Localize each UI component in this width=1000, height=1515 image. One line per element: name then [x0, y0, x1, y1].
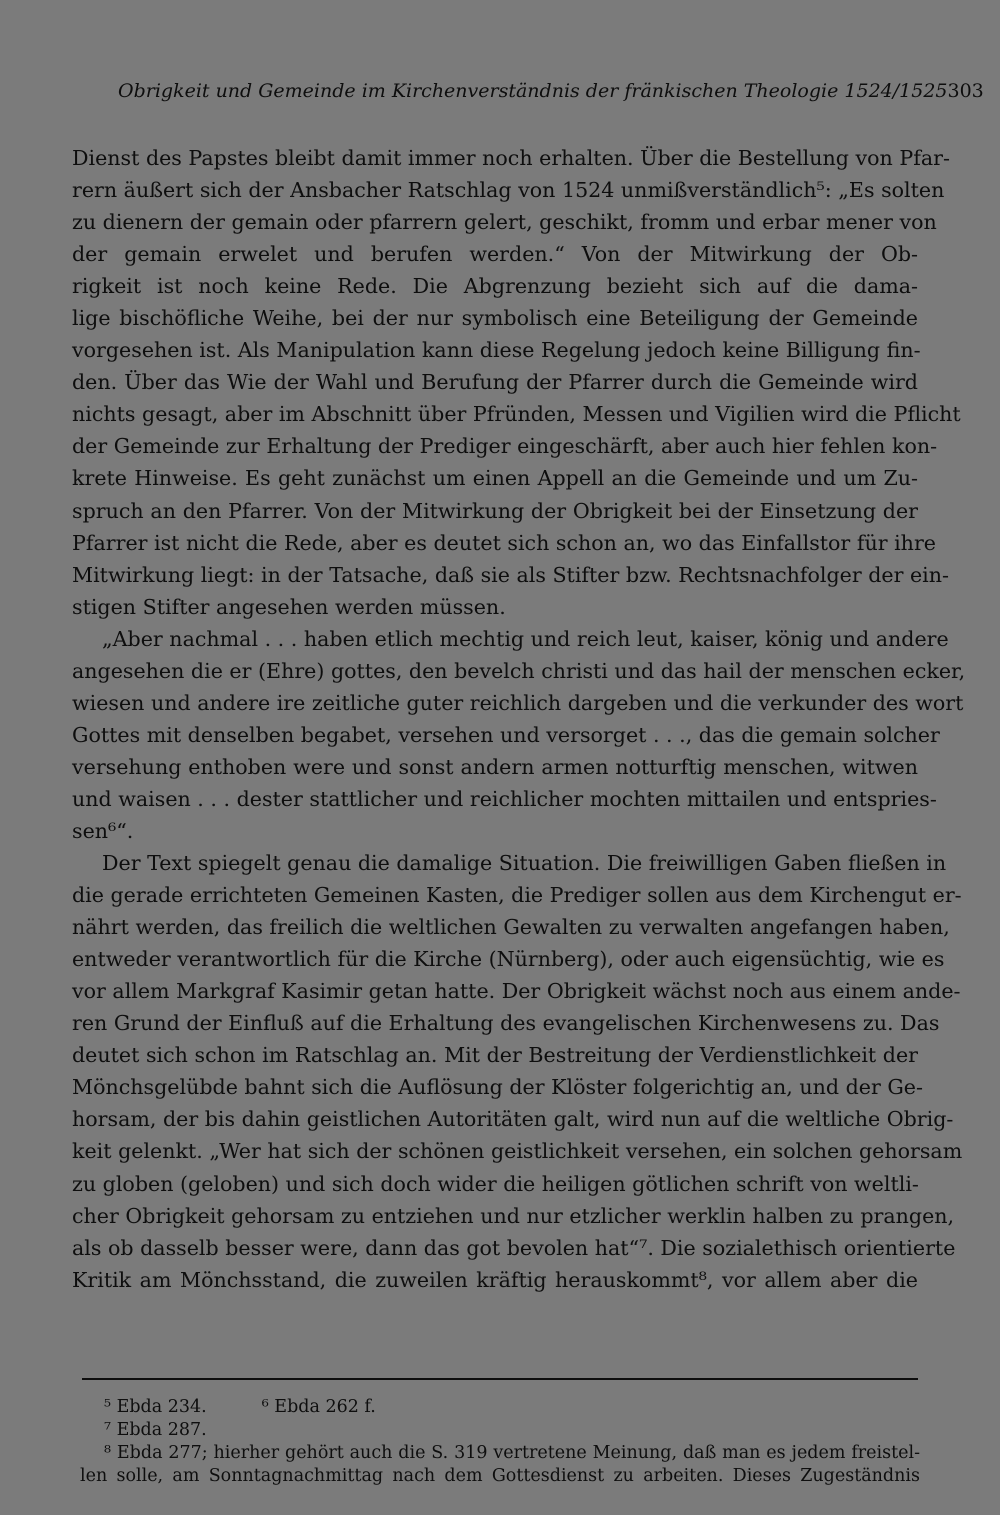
body-text [72, 142, 966, 1296]
body-line: cher Obrigkeit gehorsam zu entziehen und nur etzlicher werklin halben zu prangen, [72, 1203, 955, 1228]
quote-line: und waisen . . . dester stattlicher und reichlicher mochten mittailen und entspries- [72, 786, 937, 811]
quote-line: Gottes mit denselben begabet, versehen und versorget . . ., das die gemain solcher [72, 722, 940, 747]
body-line: Pfarrer ist nicht die Rede, aber es deutet sich schon an, wo das Einfallstor für ihre [72, 530, 936, 555]
footnote-5: ⁵ Ebda 234. [104, 1397, 207, 1417]
body-line: Mönchsgelübde bahnt sich die Auflösung der Klöster folgerichtig an, und der Ge- [72, 1075, 923, 1100]
quote-line: wiesen und andere ire zeitliche guter reichlich dargeben und die verkunder des wort [72, 690, 964, 715]
body-line: vorgesehen ist. Als Manipulation kann diese Regelung jedoch keine Billigung fin- [72, 338, 921, 363]
body-line: als ob dasselb besser were, dann das got bevolen hat“⁷. Die sozialethisch orientierte [72, 1235, 956, 1260]
body-line: Der Text spiegelt genau die damalige Situation. Die freiwilligen Gaben fließen in [102, 851, 947, 876]
body-line: deutet sich schon im Ratschlag an. Mit der Bestreitung der Verdienstlichkeit der [72, 1043, 918, 1068]
body-line: vor allem Markgraf Kasimir getan hatte. Der Obrigkeit wächst noch aus einem ande- [72, 979, 961, 1004]
footnote-divider [82, 1378, 918, 1380]
body-line: entweder verantwortlich für die Kirche (Nürnberg), oder auch eigensüchtig, wie es [72, 947, 945, 972]
body-line: nichts gesagt, aber im Abschnitt über Pfründen, Messen und Vigilien wird die Pflicht [72, 402, 961, 427]
body-line: zu globen (geloben) und sich doch wider die heiligen götlichen schrift von weltli- [72, 1171, 919, 1196]
footnote-8-continued: len solle, am Sonntagnachmittag nach dem Gottesdienst zu arbeiten. Dieses Zugeständnis [80, 1466, 920, 1486]
body-line: der Gemeinde zur Erhaltung der Prediger eingeschärft, aber auch hier fehlen kon- [72, 434, 938, 459]
body-line: Dienst des Papstes bleibt damit immer noch erhalten. Über die Bestellung von Pfar- [72, 146, 950, 170]
body-line: rigkeit ist noch keine Rede. Die Abgrenzung bezieht sich auf die dama- [72, 274, 918, 299]
running-title: Obrigkeit und Gemeinde im Kirchenverständnis der fränkischen Theologie 1524/1525 [118, 80, 948, 102]
body-line: ren Grund der Einfluß auf die Erhaltung des evangelischen Kirchenwesens zu. Das [72, 1011, 940, 1036]
body-line: krete Hinweise. Es geht zunächst um einen Appell an die Gemeinde und um Zu- [72, 466, 918, 491]
footnote-row [80, 1396, 920, 1419]
footnote-8: ⁸ Ebda 277; hierher gehört auch die S. 319 vertretene Meinung, daß man es jedem freistel- [104, 1443, 920, 1463]
body-line: keit gelenkt. „Wer hat sich der schönen geistlichkeit versehen, ein solchen gehorsam [72, 1139, 963, 1164]
footnote-7: ⁷ Ebda 287. [104, 1420, 207, 1440]
quote-line: versehung enthoben were und sonst andern armen notturftig menschen, witwen [72, 754, 918, 779]
quote-line: „Aber nachmal . . . haben etlich mechtig und reich leut, kaiser, könig und andere [102, 626, 949, 651]
body-line: zu dienern der gemain oder pfarrern gelert, geschikt, fromm und erbar mener von [72, 210, 937, 235]
body-line: der gemain erwelet und berufen werden.“ Von der Mitwirkung der Ob- [72, 242, 918, 267]
body-line: nährt werden, das freilich die weltlichen Gewalten zu verwalten angefangen haben, [72, 915, 950, 940]
footnotes [80, 1396, 920, 1488]
body-line: rern äußert sich der Ansbacher Ratschlag von 1524 unmißverständlich⁵: „Es solten [72, 178, 945, 203]
body-line: lige bischöfliche Weihe, bei der nur symbolisch eine Beteiligung der Gemeinde [72, 306, 918, 331]
body-line: den. Über das Wie der Wahl und Berufung der Pfarrer durch die Gemeinde wird [72, 370, 918, 395]
body-line: Mitwirkung liegt: in der Tatsache, daß sie als Stifter bzw. Rechtsnachfolger der ein- [72, 562, 949, 587]
body-line: die gerade errichteten Gemeinen Kasten, die Prediger sollen aus dem Kirchengut er- [72, 883, 962, 908]
body-line: spruch an den Pfarrer. Von der Mitwirkung der Obrigkeit bei der Einsetzung der [72, 498, 918, 523]
running-header [118, 80, 984, 102]
page-number: 303 [947, 80, 984, 102]
body-line: horsam, der bis dahin geistlichen Autoritäten galt, wird nun auf die weltliche Obrig- [72, 1107, 954, 1132]
quote-line: angesehen die er (Ehre) gottes, den bevelch christi und das hail der menschen ecker, [72, 658, 966, 683]
body-line: Kritik am Mönchsstand, die zuweilen kräftig herauskommt⁸, vor allem aber die [72, 1267, 918, 1292]
body-line: stigen Stifter angesehen werden müssen. [72, 594, 506, 619]
quote-line: sen⁶“. [72, 818, 134, 843]
footnote-6: ⁶ Ebda 262 f. [261, 1397, 376, 1417]
